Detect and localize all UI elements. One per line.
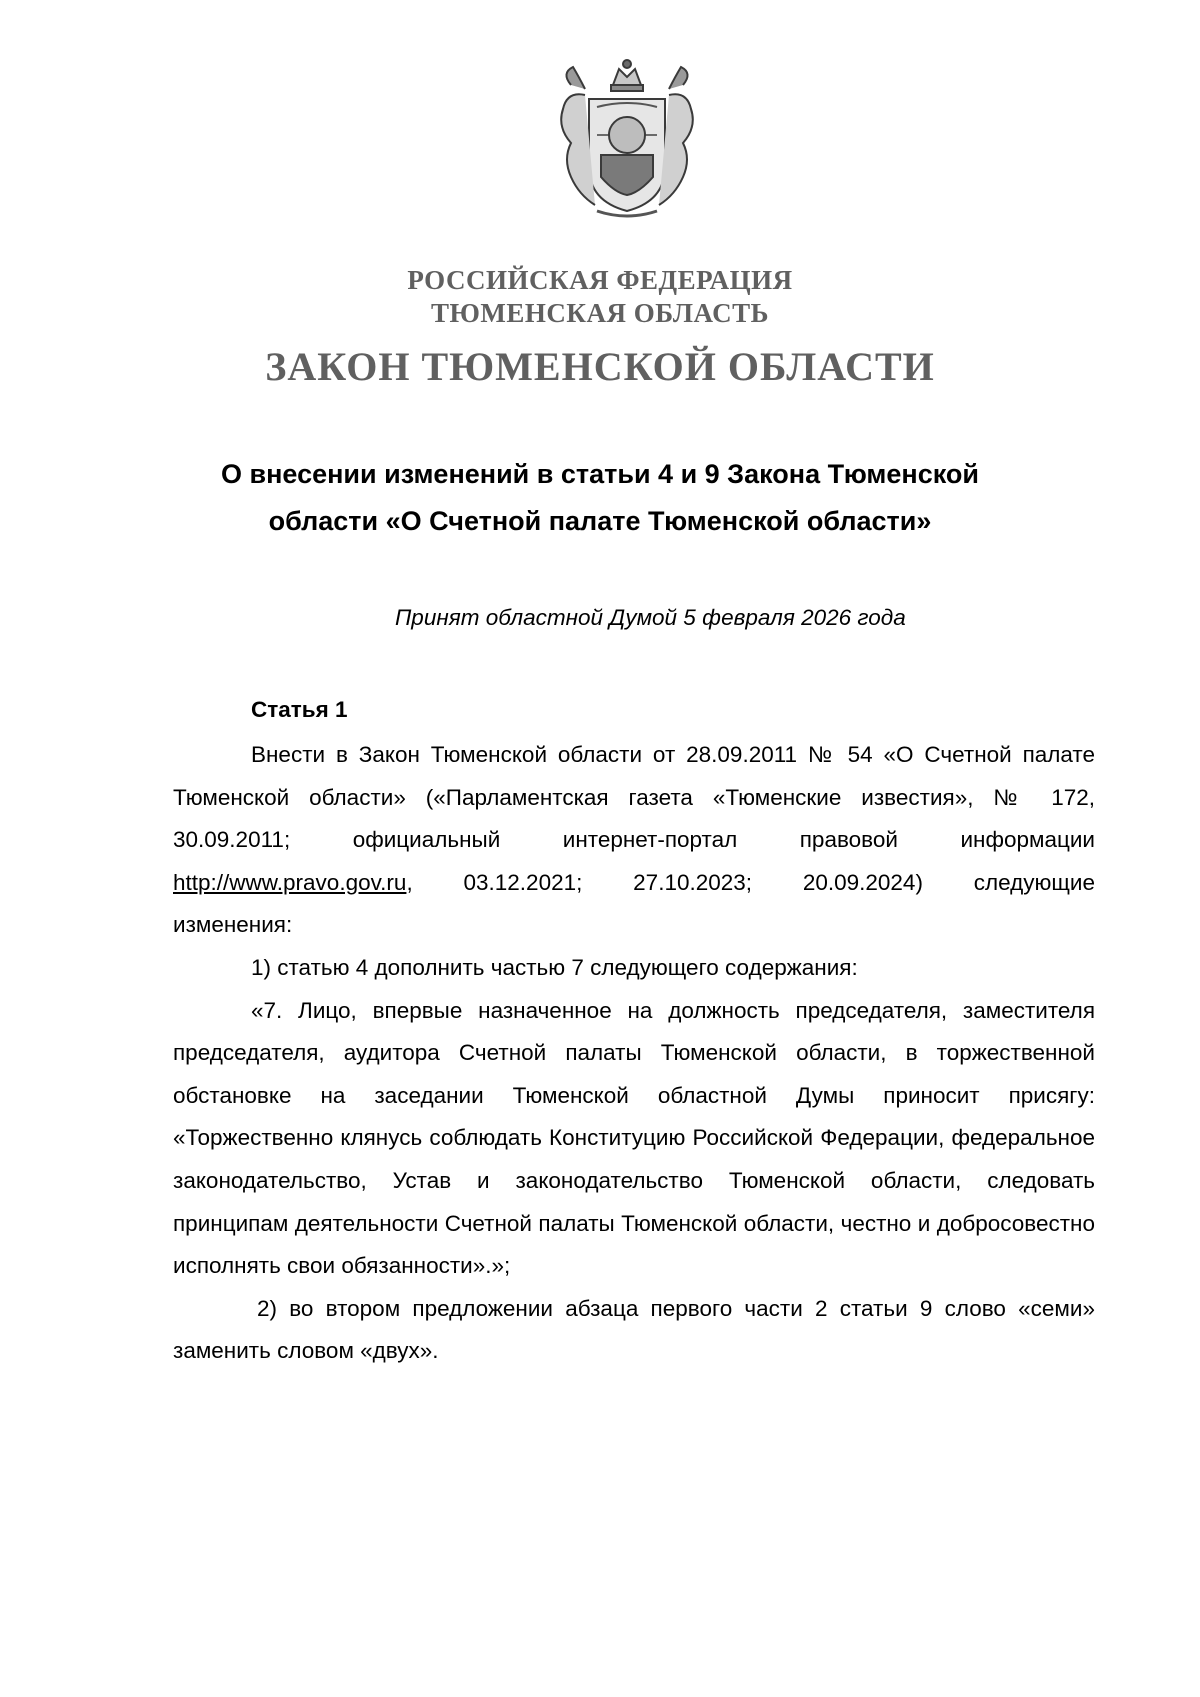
pravo-gov-link[interactable]: http://www.pravo.gov.ru (173, 869, 407, 895)
oath-quote-paragraph: «7. Лицо, впервые назначенное на должность председателя, заместителя председателя, аудитора Счетной палаты Тюменской области, в торжественной обстановке на заседании Тюменской областной Думы приносит присягу: «Торжественно клянусь соблюдать Конституцию Российской Федерации, федеральное законодательство, Устав и законодательство Тюменской области, следовать принципам деятельности Счетной палаты Тюменской области, честно и добросовестно исполнять свои обязанности».»; (173, 997, 1095, 1279)
amendment-item-2: 2) во втором предложении абзаца первого части 2 статьи 9 слово «семи» заменить словом «двух». (173, 1295, 1095, 1364)
region-name: ТЮМЕНСКАЯ ОБЛАСТЬ (430, 298, 770, 328)
article-intro-paragraph (173, 734, 1095, 904)
intro-text-dates: , 03.12.2021; 27.10.2023; 20.09.2024) следующие (406, 869, 1095, 895)
intro-continuation: изменения: (173, 912, 293, 938)
country-name: РОССИЙСКАЯ ФЕДЕРАЦИЯ (407, 265, 793, 295)
article-body (173, 734, 1095, 1373)
law-title-line-1: О внесении изменений в статьи 4 и 9 Закона Тюменской (221, 459, 979, 489)
tyumen-coat-of-arms-icon (527, 55, 727, 225)
law-heading: ЗАКОН ТЮМЕНСКОЙ ОБЛАСТИ (265, 344, 935, 389)
intro-text: Внести в Закон Тюменской области от 28.09.2011 № 54 «О Счетной палате Тюменской области» («Парламентская газета «Тюменские известия», № 172, 30.09.2011; официальный интернет-портал правовой информации (173, 742, 1095, 853)
law-title-line-2: области «О Счетной палате Тюменской области» (268, 506, 932, 536)
article-heading: Статья 1 (251, 697, 348, 722)
law-title (0, 451, 1200, 545)
amendment-item-1: 1) статью 4 дополнить частью 7 следующего содержания: (251, 954, 858, 980)
adoption-note: Принят областной Думой 5 февраля 2026 года (395, 605, 906, 630)
